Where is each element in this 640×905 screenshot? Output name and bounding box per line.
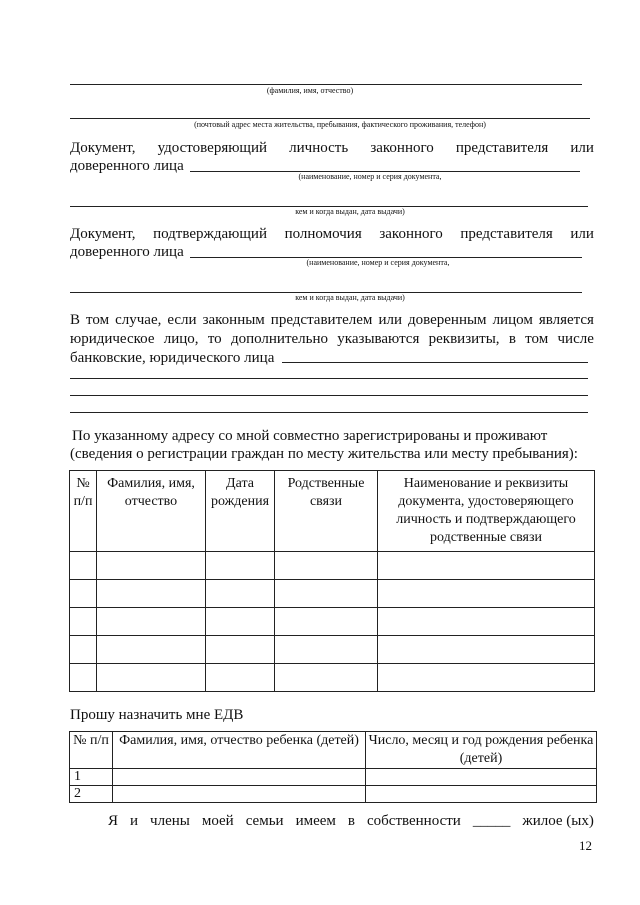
registered-persons-table bbox=[69, 470, 595, 692]
doc-identity-issued-caption: кем и когда выдан, дата выдачи) bbox=[295, 207, 405, 216]
doc-authority-line1: Документ, подтверждающий полномочия законного представителя или bbox=[70, 226, 594, 242]
table-row bbox=[70, 552, 595, 580]
page-number: 12 bbox=[579, 838, 592, 853]
table-row bbox=[70, 608, 595, 636]
request-text: Прошу назначить мне ЕДВ bbox=[70, 707, 244, 723]
child-col-fio-header: Фамилия, имя, отчество ребенка (детей) bbox=[113, 732, 366, 769]
doc-authority-line2: доверенного лица bbox=[70, 244, 184, 260]
col-relation-header: Родственные связи bbox=[275, 471, 378, 552]
col-fio-header: Фамилия, имя, отчество bbox=[97, 471, 206, 552]
table-row bbox=[70, 664, 595, 692]
address-line[interactable] bbox=[70, 118, 590, 119]
table-row bbox=[70, 636, 595, 664]
property-statement: Я и члены моей семьи имеем в собственности _____ жилое (ых) bbox=[108, 813, 594, 829]
registered-subheading: (сведения о регистрации граждан по месту жительства или месту пребывания): bbox=[70, 446, 578, 462]
legal-entity-field[interactable] bbox=[282, 362, 588, 363]
doc-identity-line2: доверенного лица bbox=[70, 158, 184, 174]
doc-identity-line1: Документ, удостоверяющий личность законного представителя или bbox=[70, 140, 594, 156]
children-table bbox=[69, 731, 597, 803]
legal-entity-extra-line-3[interactable] bbox=[70, 412, 588, 413]
legal-entity-line3: банковские, юридического лица bbox=[70, 350, 275, 366]
col-document-header: Наименование и реквизиты документа, удостоверяющего личность и подтверждающего родственные связи bbox=[378, 471, 595, 552]
legal-entity-line2: юридическое лицо, то дополнительно указываются реквизиты, в том числе bbox=[70, 331, 594, 347]
legal-entity-extra-line-2[interactable] bbox=[70, 395, 588, 396]
child-col-birthdate-header: Число, месяц и год рождения ребенка (детей) bbox=[366, 732, 597, 769]
doc-authority-caption: (наименование, номер и серия документа, bbox=[306, 258, 450, 267]
table-header-row bbox=[70, 732, 597, 769]
fio-line[interactable] bbox=[70, 84, 582, 85]
registered-heading: По указанному адресу со мной совместно зарегистрированы и проживают bbox=[72, 428, 548, 444]
table-header-row bbox=[70, 471, 595, 552]
table-row bbox=[70, 580, 595, 608]
child-col-number-header: № п/п bbox=[70, 732, 113, 769]
table-row: 2 bbox=[70, 786, 597, 803]
col-number-header: № п/п bbox=[70, 471, 97, 552]
legal-entity-line1: В том случае, если законным представителем или доверенным лицом является bbox=[70, 312, 594, 328]
legal-entity-extra-line-1[interactable] bbox=[70, 378, 588, 379]
doc-authority-issued-caption: кем и когда выдан, дата выдачи) bbox=[295, 293, 405, 302]
doc-identity-caption: (наименование, номер и серия документа, bbox=[298, 172, 442, 181]
col-birthdate-header: Дата рождения bbox=[206, 471, 275, 552]
address-caption: (почтовый адрес места жительства, пребывания, фактического проживания, телефон) bbox=[194, 120, 486, 129]
fio-caption: (фамилия, имя, отчество) bbox=[266, 86, 354, 95]
table-row: 1 bbox=[70, 769, 597, 786]
